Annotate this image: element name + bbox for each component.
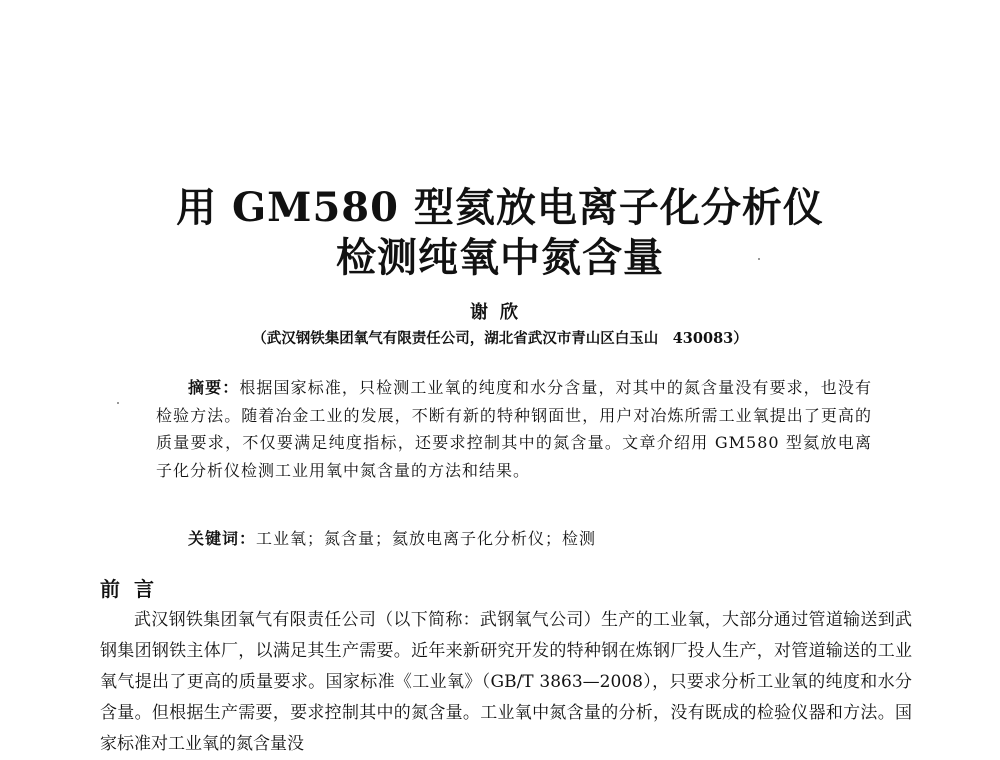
body-paragraph: 武汉钢铁集团氧气有限责任公司（以下简称：武钢氧气公司）生产的工业氧，大部分通过管道输送到武钢集团钢铁主体厂，以满足其生产需要。近年来新研究开发的特种钢在炼钢厂投人生产，对管道输送的工业氧气提出了更高的质量要求。国家标准《工业氧》（GB/T 3863—2008），只要求分析工业氧的纯度和水分含量。但根据生产需要，要求控制其中的氮含量。工业氧中氮含量的分析，没有既成的检验仪器和方法。国家标准对工业氧的氮含量没 bbox=[100, 610, 912, 754]
abstract-paragraph bbox=[156, 374, 872, 484]
abstract-text: 根据国家标准，只检测工业氧的纯度和水分含量，对其中的氮含量没有要求，也没有检验方法。随着冶金工业的发展，不断有新的特种钢面世，用户对冶炼所需工业氧提出了更高的质量要求，不仅要满足纯度指标，还要求控制其中的氮含量。文章介绍用 GM580 型氦放电离子化分析仪检测工业用氧中氮含量的方法和结果。 bbox=[156, 378, 872, 480]
abstract-block bbox=[156, 374, 872, 484]
scan-speck bbox=[758, 258, 760, 260]
author-affiliation: （武汉钢铁集团氧气有限责任公司，湖北省武汉市青山区白玉山 430083） bbox=[252, 330, 748, 347]
keywords-text: 工业氧；氮含量；氦放电离子化分析仪；检测 bbox=[256, 529, 597, 548]
body-text bbox=[100, 605, 912, 760]
author-name: 谢欣 bbox=[470, 302, 530, 323]
paper-title-line2: 检测纯氧中氮含量 bbox=[336, 234, 664, 281]
keywords-label: 关键词： bbox=[188, 529, 257, 548]
scan-speck bbox=[117, 402, 119, 404]
paper-title-line1: 用 GM580 型氦放电离子化分析仪 bbox=[176, 184, 824, 231]
keywords-block bbox=[156, 525, 872, 552]
section-heading: 前言 bbox=[100, 577, 168, 601]
abstract-label: 摘要： bbox=[188, 378, 240, 397]
